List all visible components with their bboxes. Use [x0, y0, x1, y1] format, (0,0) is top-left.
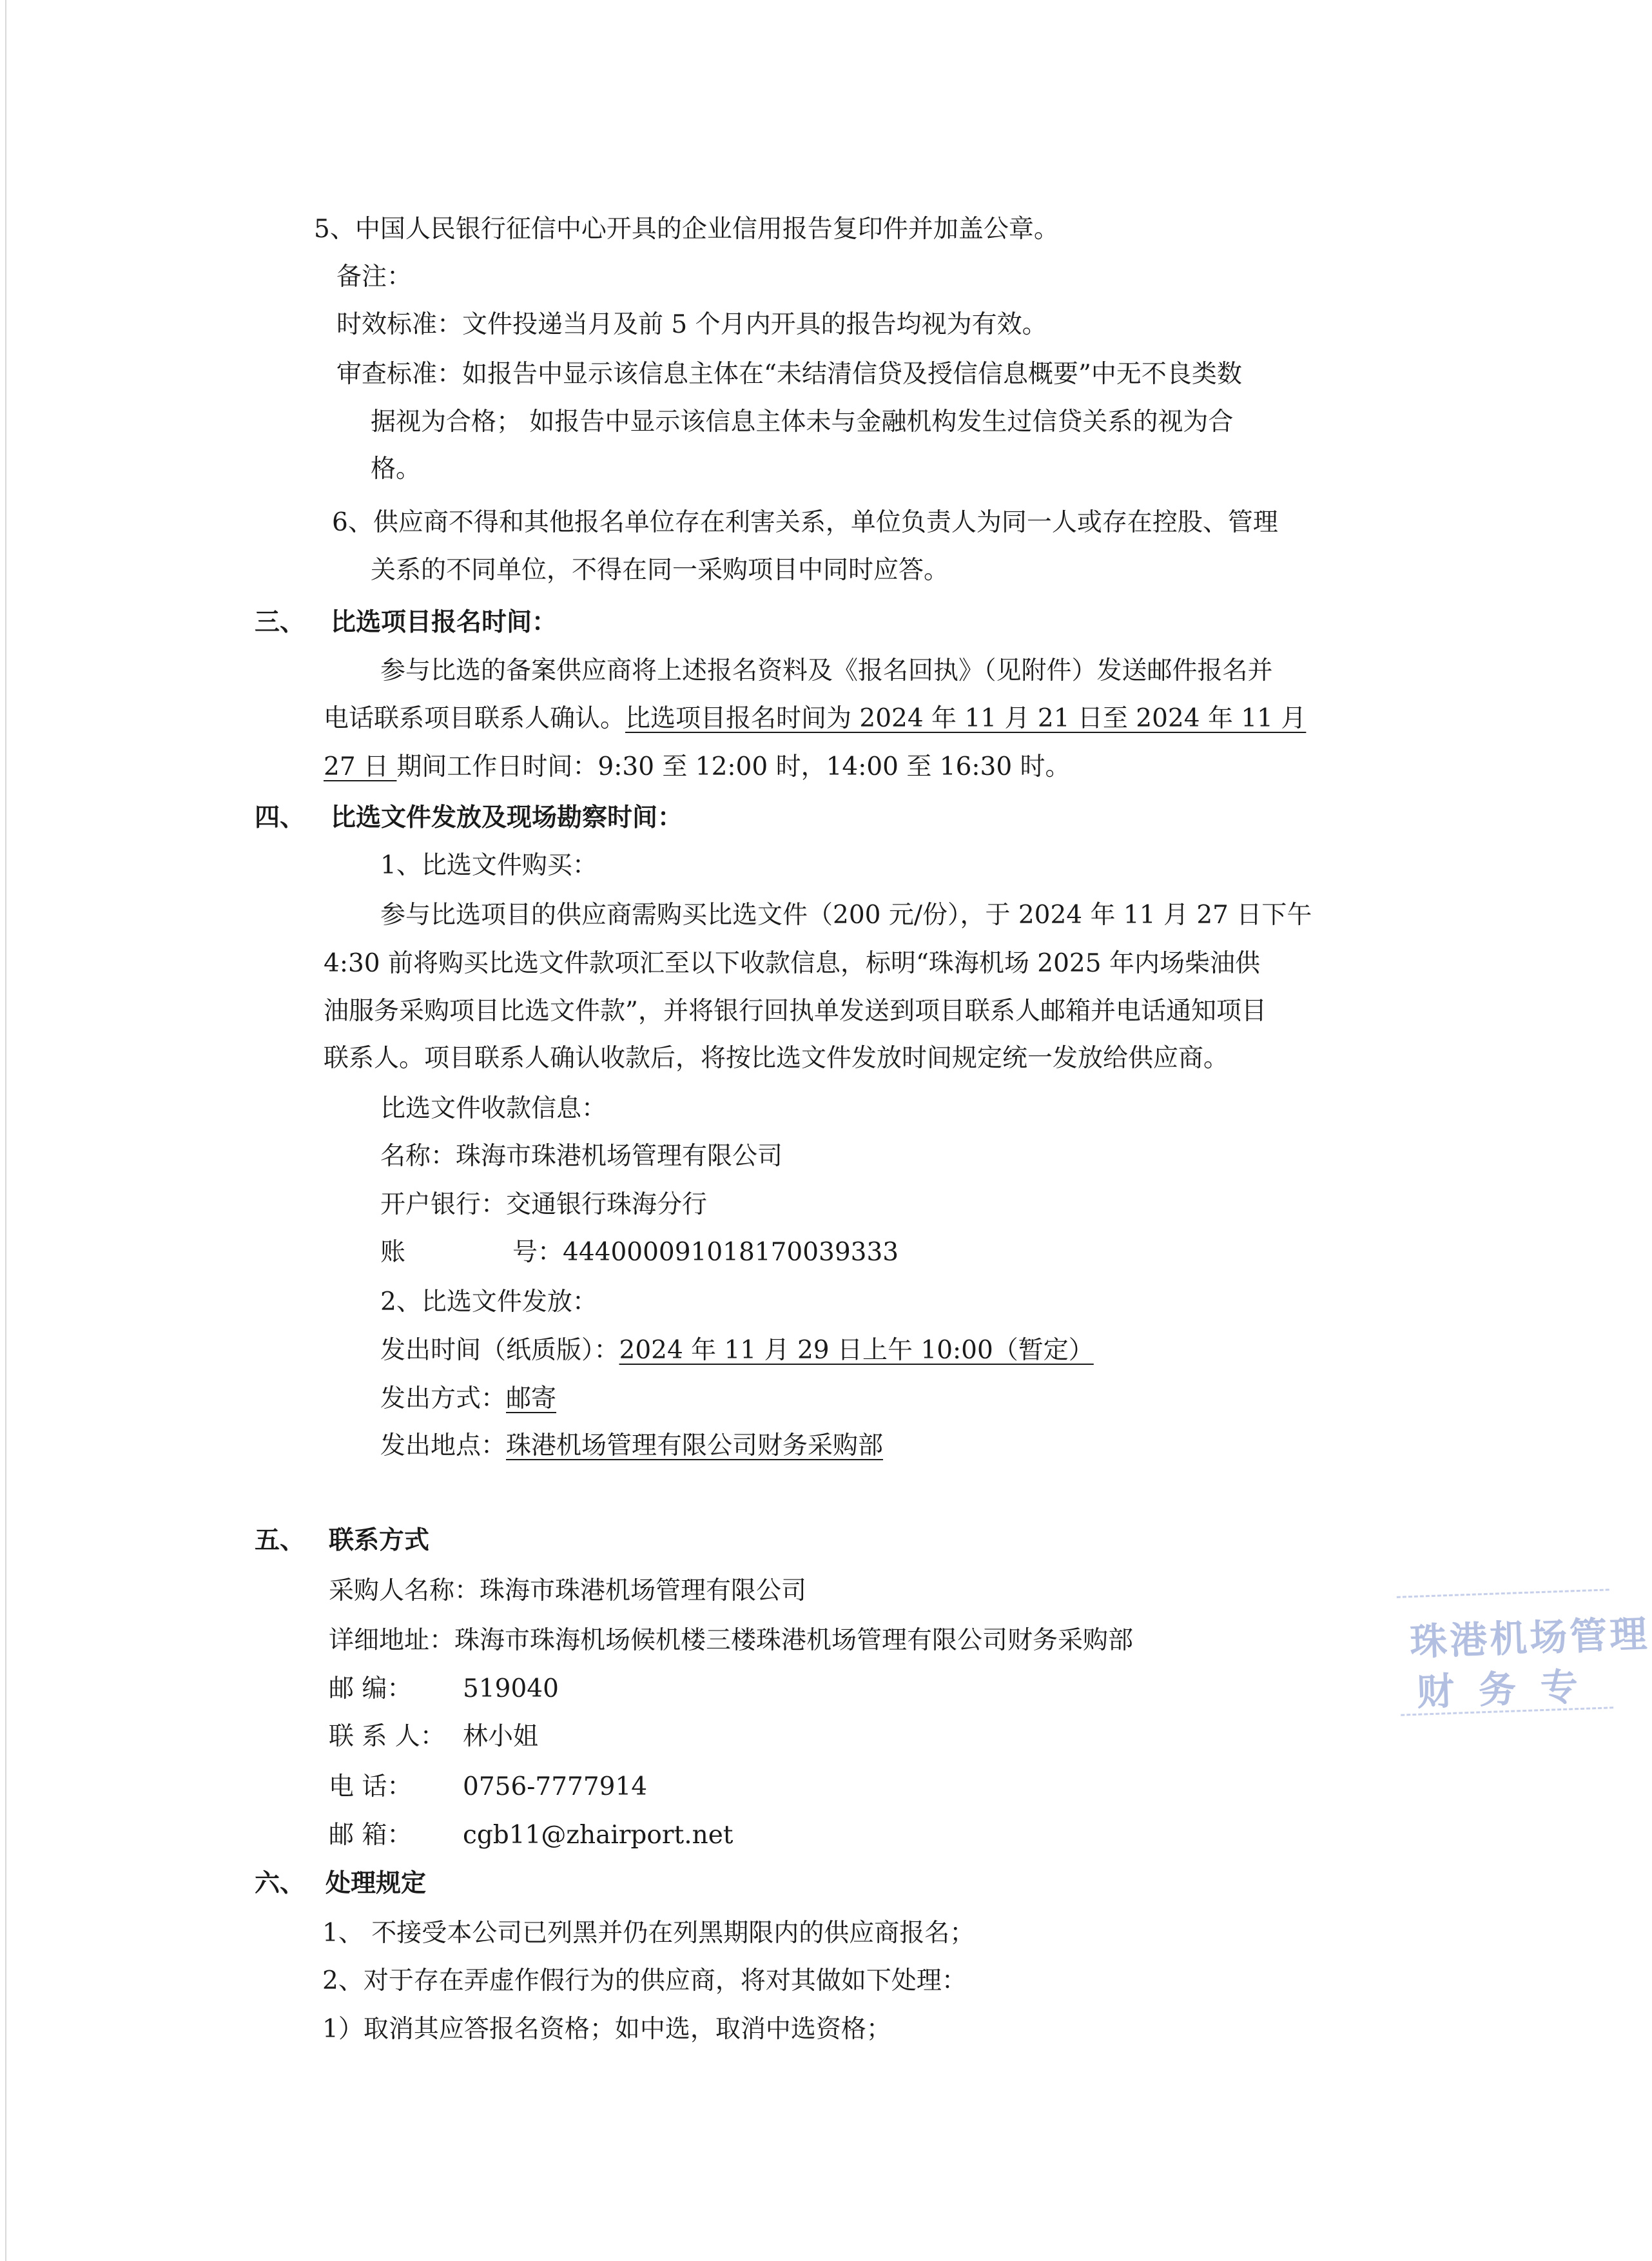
section4-title: 比选文件发放及现场勘察时间： [331, 803, 683, 832]
section4-p4: 联系人。项目联系人确认收款后，将按比选文件发放时间规定统一发放给供应商。 [324, 1044, 1229, 1073]
issue-method [380, 1383, 556, 1415]
section3-p2 [324, 703, 1306, 735]
section3-number: 三、 [255, 608, 306, 637]
section4-p1: 参与比选项目的供应商需购买比选文件（200 元/份），于 2024 年 11 月 27 日下午 [380, 901, 1312, 930]
item5-title: 5、中国人民银行征信中心开具的企业信用报告复印件并加盖公章。 [314, 215, 1059, 244]
section4-number: 四、 [255, 803, 306, 832]
working-hours: 期间工作日时间：9:30 至 12:00 时，14:00 至 16:30 时。 [396, 752, 1071, 781]
item6-line2: 关系的不同单位，不得在同一采购项目中同时应答。 [371, 556, 949, 585]
rule-2: 2、对于存在弄虚作假行为的供应商，将对其做如下处理： [322, 1966, 967, 1995]
section3-p2-plain: 电话联系项目联系人确认。 [324, 704, 626, 733]
issue-place-label: 发出地点： [380, 1431, 507, 1460]
review-standard-line3: 格。 [371, 455, 422, 484]
issue-method-label: 发出方式： [380, 1384, 507, 1413]
section5-number: 五、 [255, 1526, 306, 1555]
company-seal [1397, 1589, 1651, 1716]
account-label: 账 [380, 1238, 406, 1267]
section4-sub1: 1、比选文件购买： [380, 851, 598, 880]
section3-p1: 参与比选的备案供应商将上述报名资料及《报名回执》（见附件）发送邮件报名并 [380, 656, 1273, 685]
note-label: 备注： [336, 262, 413, 291]
email-address: cgb11@zhairport.net [463, 1821, 734, 1850]
registration-period: 比选项目报名时间为 2024 年 11 月 21 日至 2024 年 11 月 [625, 704, 1307, 733]
rule-1: 1、 不接受本公司已列黑并仍在列黑期限内的供应商报名； [322, 1919, 975, 1948]
section3-p3 [324, 751, 1071, 783]
issue-method-value: 邮寄 [506, 1384, 557, 1413]
review-standard-line1: 审查标准：如报告中显示该信息主体在“未结清信贷及授信信息概要”中无不良类数 [336, 360, 1242, 389]
postcode: 519040 [463, 1674, 559, 1703]
section5-title: 联系方式 [329, 1526, 430, 1555]
registration-period-end: 27 日 [324, 752, 397, 781]
section4-sub2: 2、比选文件发放： [380, 1287, 598, 1316]
section3-title: 比选项目报名时间： [331, 608, 558, 637]
rule-2-item1: 1）取消其应答报名资格；如中选，取消中选资格； [322, 2015, 891, 2044]
contact-label: 联 系 人： [329, 1722, 445, 1751]
bank-name: 开户银行：交通银行珠海分行 [380, 1190, 708, 1219]
postcode-label: 邮 编： [329, 1674, 413, 1703]
section6-title: 处理规定 [326, 1869, 427, 1898]
phone-number: 0756-7777914 [463, 1772, 648, 1801]
seal-text-line1: 珠港机场管理 [1409, 1612, 1651, 1665]
payment-info-title: 比选文件收款信息： [380, 1094, 607, 1123]
section6-number: 六、 [255, 1869, 306, 1898]
issue-time-value: 2024 年 11 月 29 日上午 10:00（暂定） [619, 1336, 1094, 1365]
detailed-address: 详细地址：珠海市珠海机场候机楼三楼珠港机场管理有限公司财务采购部 [329, 1626, 1134, 1655]
phone-label: 电 话： [329, 1772, 413, 1801]
issue-place [380, 1430, 883, 1462]
section4-p3: 油服务采购项目比选文件款”，并将银行回执单发送到项目联系人邮箱并电话通知项目 [324, 997, 1267, 1026]
payee-name: 名称：珠海市珠港机场管理有限公司 [380, 1142, 783, 1171]
account-number: 号：444000091018170039333 [512, 1238, 899, 1267]
scan-edge [5, 0, 6, 2261]
timeliness-standard: 时效标准：文件投递当月及前 5 个月内开具的报告均视为有效。 [336, 310, 1047, 339]
contact-person: 林小姐 [463, 1722, 539, 1751]
seal-text-line2: 财务专 [1415, 1663, 1604, 1714]
purchaser-name: 采购人名称：珠海市珠港机场管理有限公司 [329, 1576, 807, 1605]
issue-time-label: 发出时间（纸质版）： [380, 1336, 619, 1365]
email-label: 邮 箱： [329, 1821, 413, 1850]
issue-place-value: 珠港机场管理有限公司财务采购部 [506, 1431, 884, 1460]
review-standard-line2: 据视为合格； 如报告中显示该信息主体未与金融机构发生过信贷关系的视为合 [371, 407, 1234, 436]
item6-line1: 6、供应商不得和其他报名单位存在利害关系，单位负责人为同一人或存在控股、管理 [332, 508, 1278, 537]
issue-time [380, 1335, 1094, 1367]
section4-p2: 4:30 前将购买比选文件款项汇至以下收款信息，标明“珠海机场 2025 年内场柴油供 [324, 949, 1260, 978]
